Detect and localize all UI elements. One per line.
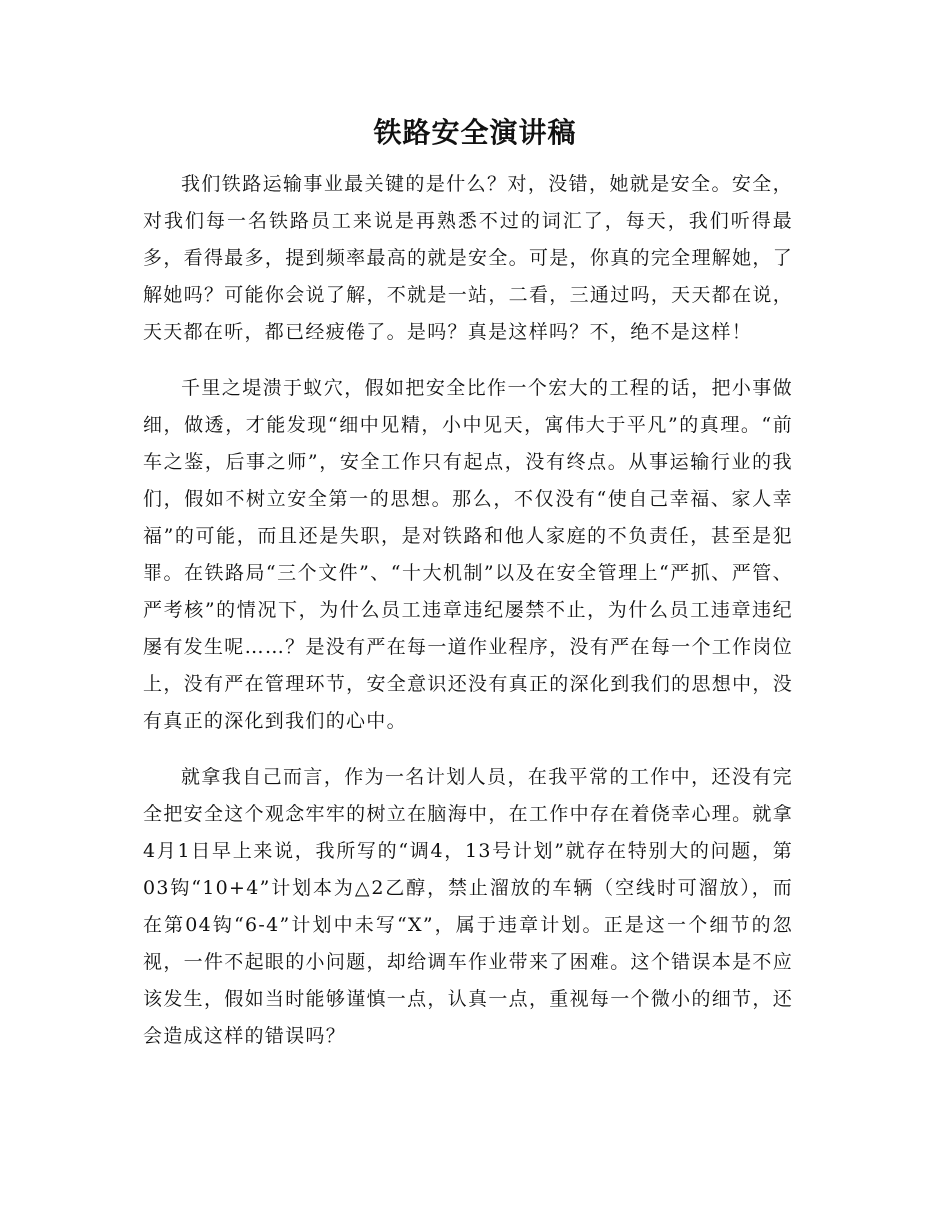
document-title: 铁路安全演讲稿: [373, 116, 577, 149]
document-body: [143, 166, 793, 1074]
paragraph-3: 就拿我自己而言，作为一名计划人员，在我平常的工作中，还没有完全把安全这个观念牢牢的树立在脑海中，在工作中存在着侥幸心理。就拿4月1日早上来说，我所写的“调4，13号计划”就存在特别大的问题，第03钩“10+4”计划本为△2乙醇，禁止溜放的车辆（空线时可溜放），而在第04钩“6-4”计划中未写“X”，属于违章计划。正是这一个细节的忽视，一件不起眼的小问题，却给调车作业带来了困难。这个错误本是不应该发生，假如当时能够谨慎一点，认真一点，重视每一个微小的细节，还会造成这样的错误吗？: [143, 766, 793, 1047]
paragraph-1: 我们铁路运输事业最关键的是什么？对，没错，她就是安全。安全，对我们每一名铁路员工来说是再熟悉不过的词汇了，每天，我们听得最多，看得最多，提到频率最高的就是安全。可是，你真的完全理解她，了解她吗？可能你会说了解，不就是一站，二看，三通过吗，天天都在说，天天都在听，都已经疲倦了。是吗？真是这样吗？不，绝不是这样！: [143, 173, 793, 343]
paragraph-2: 千里之堤溃于蚁穴，假如把安全比作一个宏大的工程的话，把小事做细，做透，才能发现“细中见精，小中见天，寓伟大于平凡”的真理。“前车之鉴，后事之师”，安全工作只有起点，没有终点。从事运输行业的我们，假如不树立安全第一的思想。那么，不仅没有“使自己幸福、家人幸福”的可能，而且还是失职，是对铁路和他人家庭的不负责任，甚至是犯罪。在铁路局“三个文件”、“十大机制”以及在安全管理上“严抓、严管、严考核”的情况下，为什么员工违章违纪屡禁不止，为什么员工违章违纪屡有发生呢……？是没有严在每一道作业程序，没有严在每一个工作岗位上，没有严在管理环节，安全意识还没有真正的深化到我们的思想中，没有真正的深化到我们的心中。: [143, 377, 793, 732]
